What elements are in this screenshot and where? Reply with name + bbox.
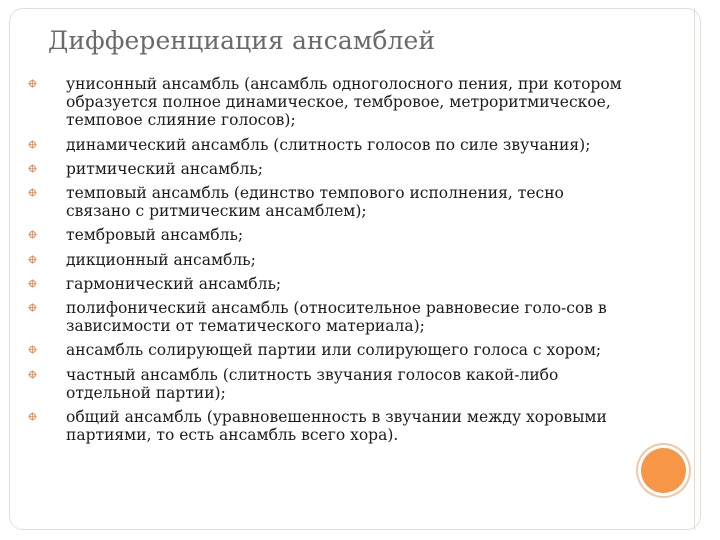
ornament-bullet-icon <box>28 164 37 173</box>
ornament-bullet-icon <box>28 188 37 197</box>
list-item <box>28 160 628 178</box>
ornament-bullet-icon <box>28 370 37 379</box>
list-item <box>28 408 628 444</box>
list-item-text: ансамбль солирующей партии или солирующего голоса с хором; <box>66 341 602 360</box>
ornament-bullet-icon <box>28 279 37 288</box>
decorative-orange-circle <box>641 448 686 493</box>
list-item-text: темповый ансамбль (единство темпового исполнения, тесно связано с ритмическим ансамблем); <box>66 184 564 221</box>
list-item <box>28 184 628 220</box>
list-item <box>28 275 628 293</box>
bullet-list <box>28 75 628 450</box>
list-item-text: унисонный ансамбль (ансамбль одноголосного пения, при котором образуется полное динамическое, тембровое, метроритмическое, темповое слияние голосов); <box>66 75 622 130</box>
ornament-bullet-icon <box>28 230 37 239</box>
list-item-text: общий ансамбль (уравновешенность в звучании между хоровыми партиями, то есть ансамбль всего хора). <box>66 408 607 445</box>
list-item-text: ритмический ансамбль; <box>66 159 263 178</box>
list-item <box>28 299 628 335</box>
list-item-text: динамический ансамбль (слитность голосов по силе звучания); <box>66 135 591 154</box>
ornament-bullet-icon <box>28 345 37 354</box>
list-item <box>28 341 628 359</box>
ornament-bullet-icon <box>28 79 37 88</box>
list-item <box>28 136 628 154</box>
ornament-bullet-icon <box>28 140 37 149</box>
list-item <box>28 366 628 402</box>
list-item-text: гармонический ансамбль; <box>66 274 282 293</box>
frame-divider-line <box>694 8 695 530</box>
slide-title: Дифференциация ансамблей <box>48 26 436 55</box>
list-item-text: частный ансамбль (слитность звучания голосов какой-либо отдельной партии); <box>66 365 559 402</box>
list-item <box>28 251 628 269</box>
ornament-bullet-icon <box>28 412 37 421</box>
list-item-text: полифонический ансамбль (относительное равновесие голо-сов в зависимости от тематического материала); <box>66 299 607 336</box>
list-item-text: тембровый ансамбль; <box>66 226 244 245</box>
ornament-bullet-icon <box>28 255 37 264</box>
list-item <box>28 75 628 130</box>
ornament-bullet-icon <box>28 303 37 312</box>
list-item-text: дикционный ансамбль; <box>66 250 256 269</box>
list-item <box>28 226 628 244</box>
